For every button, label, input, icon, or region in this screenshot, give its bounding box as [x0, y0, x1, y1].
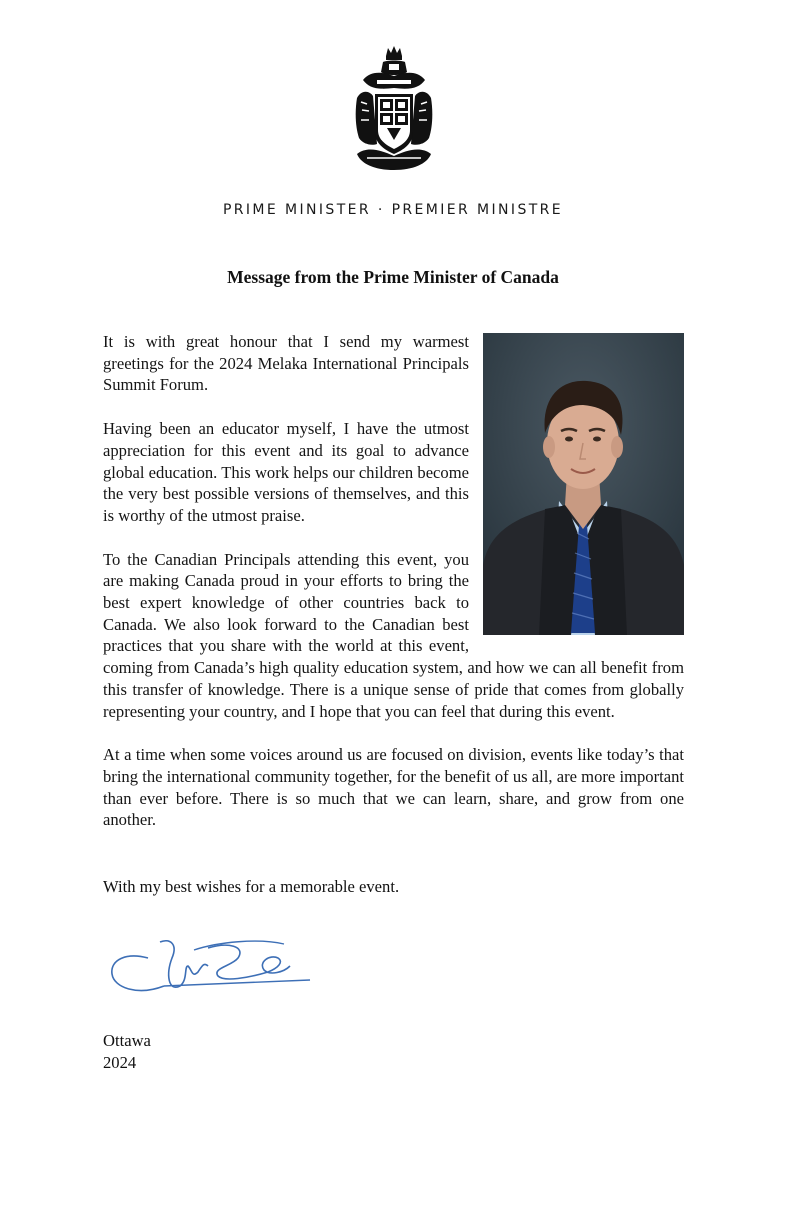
paragraph-4: At a time when some voices around us are focused on division, events like today’s that bring the international community together, for the benefit of us all, are more important than ever before. There is so much that we can learn, share, and grow from one another.: [103, 745, 684, 830]
office-title: PRIME MINISTER · PREMIER MINISTRE: [222, 202, 564, 218]
place-city: Ottawa: [103, 1031, 151, 1050]
signature-icon: [108, 936, 313, 1006]
paragraph-3: To the Canadian Principals attending this event, you are making Canada proud in your efforts to bring the best expert knowledge of other countries back to Canada. We also look forward to the Canadian best practices that you share with the world at this event, coming from Canada’s high quality education system, and how we can all benefit from this transfer of knowledge. There is a unique sense of pride that comes from globally representing your country, and I hope that you can feel that during this event.: [103, 549, 684, 721]
place-year: 2024: [103, 1053, 137, 1072]
place-and-date: [103, 1030, 151, 1074]
coat-of-arms-icon: [353, 46, 435, 172]
closing-line: With my best wishes for a memorable event.: [103, 877, 400, 896]
paragraph-2: Having been an educator myself, I have the utmost appreciation for this event and its goal to advance global education. This work helps our children become the very best possible versions of themselves, and this is worthy of the utmost praise.: [103, 419, 469, 525]
portrait-photo: [483, 333, 684, 635]
letter-heading: Message from the Prime Minister of Canada: [227, 267, 559, 287]
paragraph-1: It is with great honour that I send my warmest greetings for the 2024 Melaka International Principals Summit Forum.: [103, 332, 469, 395]
letter-body: [103, 331, 684, 853]
